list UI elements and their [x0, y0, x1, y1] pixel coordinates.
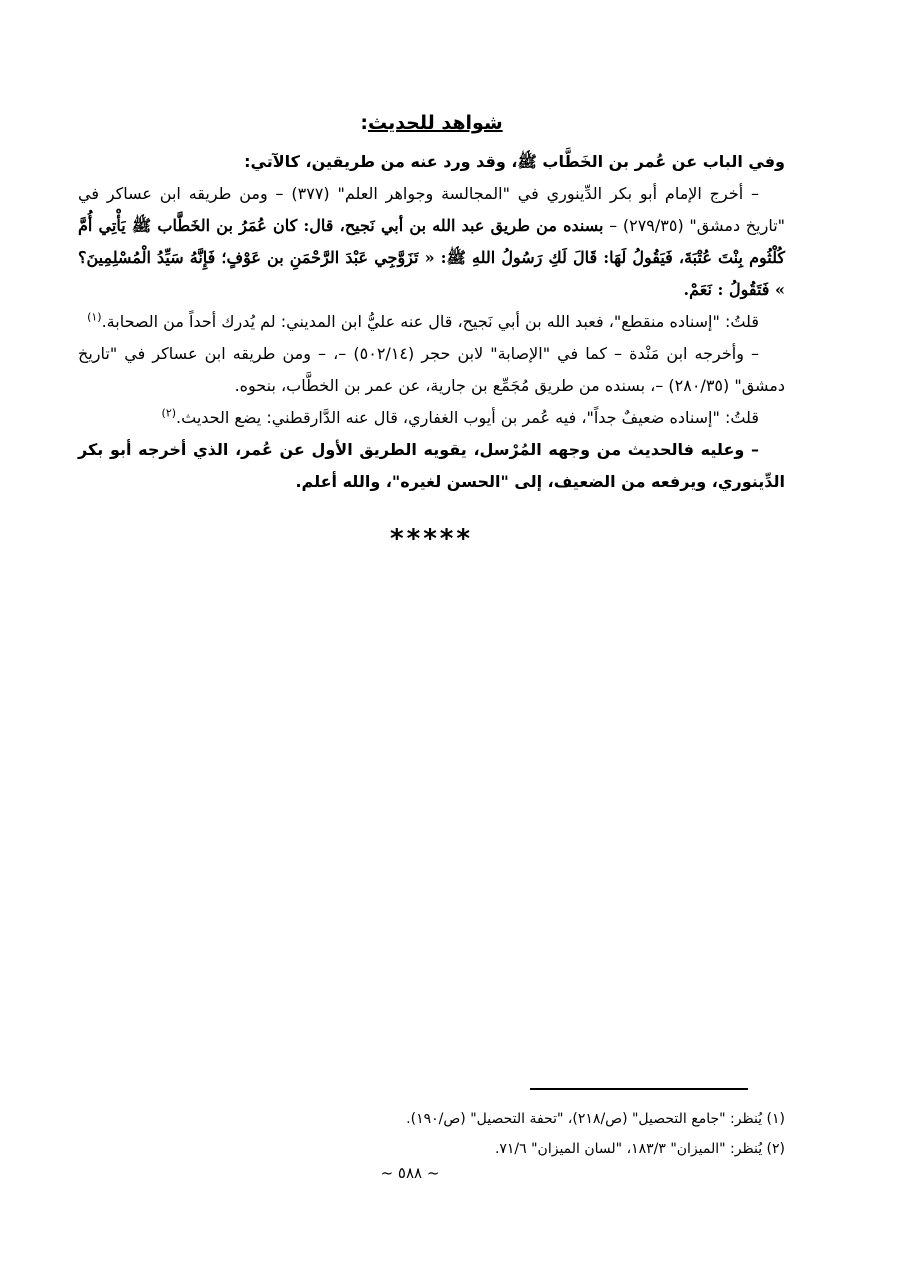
second-note-text: قلتُ: "إسناده ضعيفٌ جداً"، فيه عُمر بن أيوب الغفاري، قال عنه الدَّارقطني: يضع الحديث. — [176, 408, 759, 427]
conclusion-paragraph: – وعليه فالحديث من وجهه المُرْسل، يقويه الطريق الأول عن عُمر، الذي أخرجه أبو بكر الدِّينوري، ويرفعه من الضعيف، إلى "الحسن لغيره"، والله أعلم. — [78, 440, 785, 491]
section-heading — [78, 110, 785, 136]
first-note-paragraph — [78, 306, 785, 338]
footnote-2: (٢) يُنظر: "الميزان" ١٨٣/٣، "لسان الميزان" ٧١/٦. — [494, 1141, 785, 1157]
heading-title: شواهد للحديث — [367, 112, 503, 134]
second-narration-paragraph: – وأخرجه ابن مَنْدة – كما في "الإصابة" لابن حجر (٥٠٢/١٤) –، – ومن طريقه ابن عساكر في "تاريخ دمشق" (٢٨٠/٣٥) –، بسنده من طريق مُجَمِّع بن جارية، عن عمر بن الخطَّاب، بنحوه. — [78, 344, 785, 395]
first-narration-paragraph — [78, 178, 785, 306]
section-separator: ***** — [390, 524, 473, 554]
footnote-ref-2[interactable]: (٢) — [161, 406, 177, 420]
first-narration-quote: بسنده من طريق عبد الله بن أبي نَجيح، قال: كان عُمَرُ بن الخَطَّاب ﷺ يَأْتِي أُمَّ كُلْثُوم بِنْتَ عُتْبَةَ، فَيَقُولُ لَهَا: قَالَ لَكِ رَسُولُ اللهِ ﷺ: « تَزَوَّجِي عَبْدَ الرَّحْمَنِ بن عَوْفٍ؛ فَإِنَّهُ سَيِّدُ الْمُسْلِمِينَ؟ » فَتَقُولُ : نَعَمْ. — [78, 216, 785, 299]
first-narration-text: – أخرج الإمام أبو بكر الدِّينوري في "المجالسة وجواهر العلم" (٣٧٧) – ومن طريقه ابن عساكر في "تاريخ دمشق" (٢٧٩/٣٥) – — [78, 184, 786, 235]
footnotes — [200, 1104, 785, 1164]
footnote-ref-1[interactable]: (١) — [87, 310, 102, 324]
second-note-paragraph — [78, 402, 785, 434]
footnote-1: (١) يُنظر: "جامع التحصيل" (ص/٢١٨)، "تحفة التحصيل" (ص/١٩٠). — [406, 1111, 785, 1127]
heading-colon: : — [360, 112, 368, 134]
page-number: ~ ٥٨٨ ~ — [380, 1164, 440, 1182]
footnote-divider — [530, 1088, 748, 1090]
first-note-text: قلتُ: "إسناده منقطع"، فعبد الله بن أبي نَجيح، قال عنه عليُّ ابن المديني: لم يُدرك أحداً من الصحابة. — [101, 312, 759, 331]
page-body — [78, 110, 785, 554]
intro-paragraph: وفي الباب عن عُمر بن الخَطَّاب ﷺ، وقد ورد عنه من طريقين، كالآتي: — [244, 152, 785, 171]
